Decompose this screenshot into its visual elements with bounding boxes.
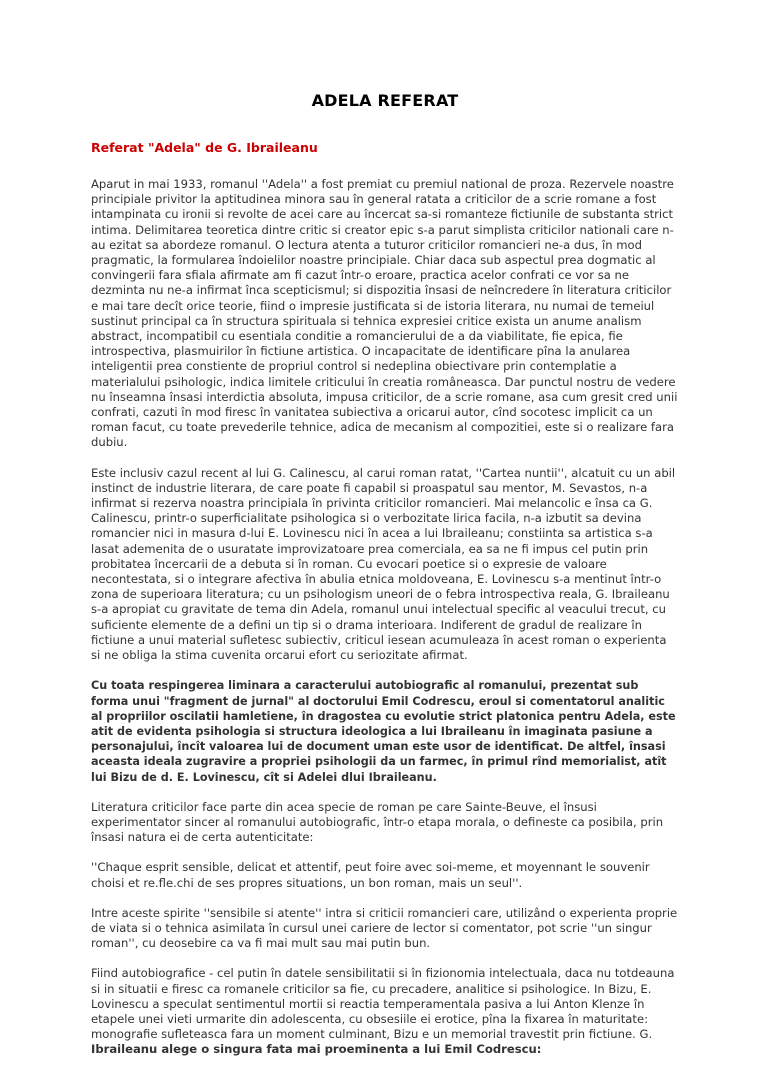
paragraph-6: Intre aceste spirite ''sensibile si atente'' intra si criticii romancieri care, utilizând o experienta proprie de viata si o tehnica asimilata în cursul unei cariere de lector si comentator, pot scrie ''un singur roman'', cu deosebire ca va fi mai mult sau mai putin bun. <box>91 905 678 951</box>
paragraph-4: Literatura criticilor face parte din acea specie de roman pe care Sainte-Beuve, el însusi experimentator sincer al romanului autobiografic, într-o etapa morala, o defineste ca posibila, prin însasi natura ei de certa autenticitate: <box>91 799 664 845</box>
document-content <box>91 91 679 1073</box>
page-title: ADELA REFERAT <box>311 91 459 110</box>
paragraph-5-quote: ''Chaque esprit sensible, delicat et attentif, peut foire avec soi-meme, et moyennant le souvenir choisi et re.fle.chi de ses propres situations, un bon roman, mais un seul''. <box>91 860 650 890</box>
paragraph-2: Este inclusiv cazul recent al lui G. Calinescu, al carui roman ratat, ''Cartea nuntii'', alcatuit cu un abil instinct de industrie literara, de care poate fi capabil si proaspatul sau mentor, M. Sevastos, n-a infirmat si rezerva noastra principiala în privinta criticilor romancieri. Mai melancolic e însa ca G. Calinescu, printr-o superficialitate psihologica si o verbozitate lirica facila, n-a izbutit sa devina romancier nici in masura d-lui E. Lovinescu nici în acea a lui Ibraileanu; constiinta sa artistica s-a lasat ademenita de o usuratate improvizatoare prea comerciala, ea sa ne fi impus cel putin prin probitatea încercarii de a debuta si în roman. Cu evocari poetice si o expresie de valoare necontestata, si o integrare afectiva în abulia etnica moldoveana, E. Lovinescu s-a mentinut într-o zona de superioara literatura; cu un psihologism uneori de o febra introspectiva reala, G. Ibraileanu s-a apropiat cu gravitate de tema din Adela, romanul unui intelectual specific al veacului trecut, cu suficiente elemente de a defini un tip si o drama interioara. Indiferent de gradul de realizare în fictiune a unui material sufletesc subiectiv, criticul iesean acumuleaza în acest roman o experienta si ne obliga la stima cuvenita orcarui efort cu seriozitate afirmat. <box>91 465 676 663</box>
article-subtitle: Referat "Adela" de G. Ibraileanu <box>91 140 318 155</box>
paragraph-1: Aparut in mai 1933, romanul ''Adela'' a fost premiat cu premiul national de proza. Rezervele noastre principiale privitor la aptitudinea minora sau în general ratata a criticilor de a scrie romane a fost intampinata cu ironii si revolte de acei care au încercat sa-si romanteze fictiunile de substanta strict intima. Delimitarea teoretica dintre critic si creator epic s-a parut simplista criticilor nationali care n-au ezitat sa abordeze romanul. O lectura atenta a tuturor criticilor romancieri ne-a dus, în mod pragmatic, la formularea îndoielilor noastre principiale. Chiar daca sub aspectul prea dogmatic al convingerii fara sfiala afirmate am fi cazut într-o eroare, practica acelor confrati ce vor sa ne dezminta nu ne-a infirmat înca scepticismul; si dispozitia însasi de neîncredere în literatura criticilor e mai tare decît orice teorie, fiind o impresie justificata si de istoria literara, nu numai de temeiul sustinut principal ca în structura spirituala si tehnica expresiei critice exista un anume analism abstract, incompatibil cu esentiala conditie a romancierului de a da viabilitate, fie epica, fie introspectiva, plasmuirilor în fictiune artistica. O incapacitate de identificare pîna la anularea inteligentii prea constiente de propriul control si nedeplina obiectivare prin contemplatie a materialului psihologic, indica limitele criticului în creatia româneasca. Dar punctul nostru de vedere nu înseamna însasi interdictia absoluta, impusa criticilor, de a scrie romane, asa cum gresit cred unii confrati, cazuti în mod firesc în vanitatea subiectiva a oricarui autor, cînd socotesc implicit ca un roman facut, cu toate prevederile tehnice, adica de mecanism al compozitiei, este si o realizare fara dubiu. <box>91 177 678 450</box>
paragraph-7 <box>91 966 679 1057</box>
paragraph-7-text: Fiind autobiografice - cel putin în datele sensibilitatii si în fizionomia intelectuala, daca nu totdeauna si in situatii e firesc ca romanele criticilor sa fie, cu precadere, analitice si psihologice. In Bizu, E. Lovinescu a speculat sentimentul mortii si reactia temperamentala pasiva a lui Anton Klenze în etapele unei vieti urmarite din adolescenta, cu obsesiile ei erotice, pîna la fixarea în maturitate: monografie sufleteasca fara un moment culminant, Bizu e un memorial travestit prin fictiune. G. <box>91 966 675 1042</box>
paragraph-3-bold: Cu toata respingerea liminara a caracterului autobiografic al romanului, prezentat sub forma unui "fragment de jurnal" al doctorului Emil Codrescu, eroul si comentatorul analitic al propriilor oscilatii hamletiene, în dragostea cu evolutie strict platonica pentru Adela, este atit de evidenta psihologia si structura ideologica a lui Ibraileanu în imaginata pasiune a personajului, încît valoarea lui de document uman este usor de identificat. De altfel, însasi aceasta ideala zugravire a propriei psihologii da un farmec, în primul rînd memorialist, atît lui Bizu de d. E. Lovinescu, cît si Adelei dlui Ibraileanu. <box>91 679 676 784</box>
paragraph-7-bold-tail: Ibraileanu alege o singura fata mai proeminenta a lui Emil Codrescu: <box>91 1042 542 1057</box>
